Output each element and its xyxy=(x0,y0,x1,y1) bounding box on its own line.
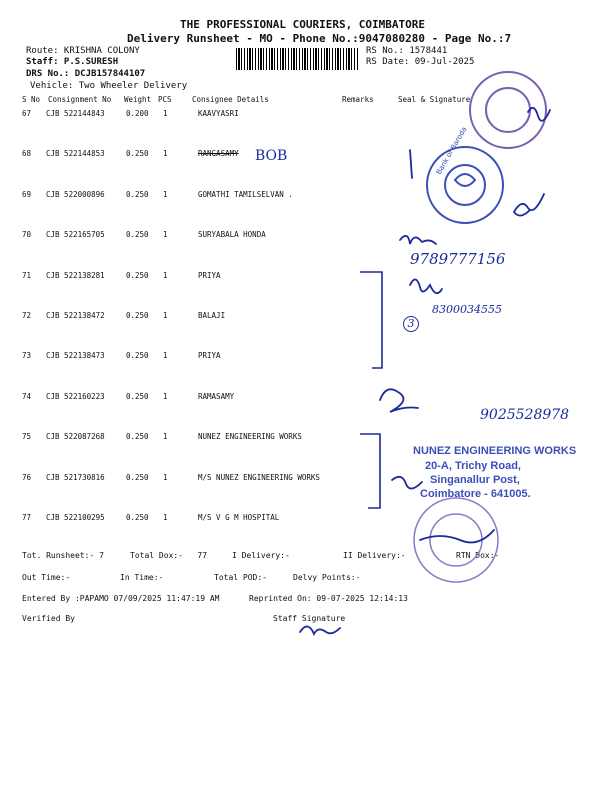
consignee: PRIYA xyxy=(198,351,221,360)
round-stamp-bottom xyxy=(414,498,498,582)
runsheet-title: Delivery Runsheet - MO - Phone No.:9047080280 - Page No.:7 xyxy=(127,32,512,45)
weight: 0.200 xyxy=(126,109,149,118)
weight: 0.250 xyxy=(126,351,149,360)
pcs: 1 xyxy=(163,190,168,199)
col-consignee: Consignee Details xyxy=(192,95,269,104)
pcs: 1 xyxy=(163,513,168,522)
sno: 74 xyxy=(22,392,32,401)
col-consignment: Consignment No xyxy=(48,95,112,104)
weight: 0.250 xyxy=(126,149,149,158)
sno: 75 xyxy=(22,432,32,441)
total-pod: Total POD:- xyxy=(214,573,267,582)
consignment-no: CJB 522138472 xyxy=(46,311,105,320)
barcode xyxy=(236,48,358,70)
consignment-no: CJB 522100295 xyxy=(46,513,105,522)
col-signature: Seal & Signature xyxy=(398,95,471,104)
builder-stamp xyxy=(470,72,546,148)
i-delivery: I Delivery:- xyxy=(232,551,290,560)
consignment-no: CJB 522138473 xyxy=(46,351,105,360)
tot-runsheet: Tot. Runsheet:- 7 xyxy=(22,551,104,560)
handwritten-circled-number: 3 xyxy=(403,316,419,332)
consignee: M/S NUNEZ ENGINEERING WORKS xyxy=(198,473,320,482)
out-time: Out Time:- xyxy=(22,573,71,582)
pcs: 1 xyxy=(163,432,168,441)
handwritten-phone-3: 9025528978 xyxy=(480,407,570,423)
bank-stamp-name: Bank of Baroda xyxy=(434,125,469,176)
sno: 73 xyxy=(22,351,32,360)
rs-number: RS No.: 1578441 xyxy=(366,46,448,56)
consignee: NUNEZ ENGINEERING WORKS xyxy=(198,432,302,441)
signatures xyxy=(300,108,550,634)
handwritten-phone-1: 9789777156 xyxy=(410,250,506,268)
sno: 72 xyxy=(22,311,32,320)
vehicle: Vehicle: Two Wheeler Delivery xyxy=(30,81,188,91)
consignment-no: CJB 522160223 xyxy=(46,392,105,401)
verified-by: Verified By xyxy=(22,614,75,623)
col-sno: S No xyxy=(22,95,41,104)
col-weight: Weight xyxy=(124,95,152,104)
sno: 69 xyxy=(22,190,32,199)
col-pcs: PCS xyxy=(158,95,172,104)
weight: 0.250 xyxy=(126,513,149,522)
pcs: 1 xyxy=(163,392,168,401)
total-dox: Total Dox:- 77 xyxy=(130,551,208,560)
consignee: RANGASAMY xyxy=(198,149,239,158)
pcs: 1 xyxy=(163,351,168,360)
consignee: GOMATHI TAMILSELVAN . xyxy=(198,190,293,199)
pcs: 1 xyxy=(163,109,168,118)
drs-number: DRS No.: DCJB157844107 xyxy=(26,69,146,79)
pcs: 1 xyxy=(163,149,168,158)
sno: 77 xyxy=(22,513,32,522)
staff-signature-label: Staff Signature xyxy=(273,614,346,623)
consignment-no: CJB 522138281 xyxy=(46,271,105,280)
rtn-dox: RTN Dox:- xyxy=(456,551,500,560)
pcs: 1 xyxy=(163,271,168,280)
sno: 70 xyxy=(22,230,32,239)
weight: 0.250 xyxy=(126,230,149,239)
route: Route: KRISHNA COLONY xyxy=(26,46,140,56)
weight: 0.250 xyxy=(126,190,149,199)
nunez-stamp-line-4: Coimbatore - 641005. xyxy=(420,488,531,500)
consignment-no: CJB 522000896 xyxy=(46,190,105,199)
weight: 0.250 xyxy=(126,392,149,401)
nunez-stamp-line-1: NUNEZ ENGINEERING WORKS xyxy=(413,445,577,457)
weight: 0.250 xyxy=(126,432,149,441)
consignment-no: CJB 522144843 xyxy=(46,109,105,118)
brackets xyxy=(360,272,382,508)
rs-date: RS Date: 09-Jul-2025 xyxy=(366,57,475,67)
consignment-no: CJB 522165705 xyxy=(46,230,105,239)
reprinted-on: Reprinted On: 09-07-2025 12:14:13 xyxy=(249,594,408,603)
in-time: In Time:- xyxy=(120,573,164,582)
weight: 0.250 xyxy=(126,271,149,280)
handwritten-phone-2: 8300034555 xyxy=(432,303,502,316)
entered-by: Entered By :PAPAMO 07/09/2025 11:47:19 AM xyxy=(22,594,220,603)
consignee: PRIYA xyxy=(198,271,221,280)
staff: Staff: P.S.SURESH xyxy=(26,57,119,67)
consignment-no: CJB 522087268 xyxy=(46,432,105,441)
consignee: BALAJI xyxy=(198,311,226,320)
sno: 67 xyxy=(22,109,32,118)
ii-delivery: II Delivery:- xyxy=(343,551,406,560)
consignee: KAAVYASRI xyxy=(198,109,239,118)
sno: 68 xyxy=(22,149,32,158)
delvy-points: Delvy Points:- xyxy=(293,573,361,582)
consignee: RAMASAMY xyxy=(198,392,235,401)
col-remarks: Remarks xyxy=(342,95,374,104)
handwritten-bob: BOB xyxy=(255,148,288,164)
nunez-stamp-line-2: 20-A, Trichy Road, xyxy=(425,460,521,472)
sno: 76 xyxy=(22,473,32,482)
weight: 0.250 xyxy=(126,311,149,320)
company-title: THE PROFESSIONAL COURIERS, COIMBATORE xyxy=(180,18,426,31)
consignee: SURYABALA HONDA xyxy=(198,230,266,239)
pcs: 1 xyxy=(163,473,168,482)
weight: 0.250 xyxy=(126,473,149,482)
consignee: M/S V G M HOSPITAL xyxy=(198,513,280,522)
consignment-no: CJB 521730816 xyxy=(46,473,105,482)
nunez-stamp-line-3: Singanallur Post, xyxy=(430,474,520,486)
consignment-no: CJB 522144853 xyxy=(46,149,105,158)
sno: 71 xyxy=(22,271,32,280)
pcs: 1 xyxy=(163,230,168,239)
bank-stamp xyxy=(427,147,503,223)
pcs: 1 xyxy=(163,311,168,320)
